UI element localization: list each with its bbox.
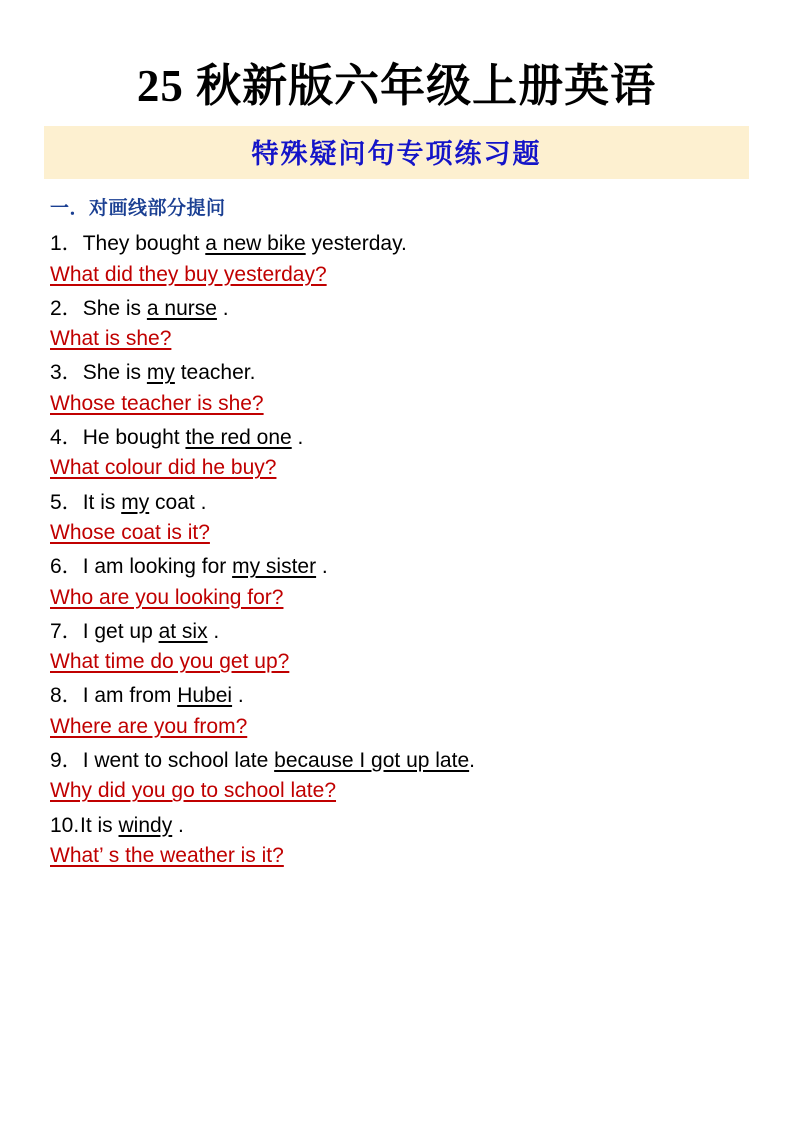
answer-line (50, 584, 749, 611)
question-line (50, 553, 749, 580)
answer-line (50, 390, 749, 417)
list-item (44, 812, 749, 870)
question-line (50, 812, 749, 839)
question-text-before: They bought (82, 232, 206, 256)
item-number: 10. (50, 813, 80, 837)
list-item (44, 489, 749, 547)
question-text-after: teacher. (174, 361, 256, 385)
question-text-before: I get up (82, 619, 159, 643)
question-text-before: She is (82, 361, 147, 385)
question-text-before: It is (80, 813, 119, 837)
question-line (50, 747, 749, 774)
question-text-after: . (207, 619, 220, 643)
question-underlined: a nurse (146, 296, 217, 320)
answer-text: What’ s the weather is it? (50, 843, 284, 867)
question-text-before: It is (82, 490, 122, 514)
list-item (44, 553, 749, 611)
list-item (44, 295, 749, 353)
list-item (44, 618, 749, 676)
answer-line (50, 325, 749, 352)
answer-text: What colour did he buy? (50, 456, 277, 480)
answer-line (50, 261, 749, 288)
question-underlined: my sister (232, 555, 317, 579)
answer-text: Where are you from? (50, 714, 248, 738)
item-number: 9． (50, 749, 83, 772)
list-item (44, 424, 749, 482)
question-text-after: coat . (149, 490, 207, 514)
question-underlined: my (146, 361, 175, 385)
question-text-before: I am looking for (82, 555, 233, 579)
question-line (50, 682, 749, 709)
question-underlined: windy (118, 813, 173, 837)
item-number: 5． (50, 490, 83, 514)
item-number: 4． (50, 426, 83, 450)
page-title: 25 秋新版六年级上册英语 (136, 61, 657, 111)
list-item (44, 359, 749, 417)
answer-text: Whose coat is it? (50, 520, 210, 544)
question-line (50, 424, 749, 451)
question-underlined: a new bike (205, 232, 306, 256)
question-underlined: at six (158, 619, 208, 643)
subtitle-band (44, 126, 749, 179)
question-text-after: . (291, 426, 304, 450)
question-text-after: . (216, 296, 229, 320)
question-line (50, 230, 749, 257)
answer-text: Whose teacher is she? (50, 391, 264, 415)
question-text-after: . (232, 684, 244, 708)
question-text-after: . (172, 813, 184, 837)
answer-line (50, 519, 749, 546)
question-text-before: I went to school late (82, 749, 275, 772)
question-line (50, 295, 749, 322)
answer-line (50, 648, 749, 675)
question-line (50, 489, 749, 516)
item-number: 6． (50, 555, 83, 579)
answer-line (50, 842, 749, 869)
item-number: 3． (50, 361, 83, 385)
question-line (50, 359, 749, 386)
question-underlined: the red one (185, 426, 292, 450)
item-number: 1． (50, 232, 83, 256)
item-number: 2． (50, 296, 83, 320)
question-text-after: yesterday. (305, 232, 407, 256)
answer-line (50, 713, 749, 740)
question-line (50, 618, 749, 645)
section-heading: 一．对画线部分提问 (50, 198, 226, 220)
answer-text: What time do you get up? (50, 650, 290, 674)
question-underlined: my (121, 490, 150, 514)
question-text-after: . (316, 555, 328, 579)
question-text-after: . (469, 749, 475, 772)
answer-text: What is she? (50, 327, 172, 351)
answer-text: What did they buy yesterday? (50, 262, 327, 286)
list-item (44, 230, 749, 288)
list-item (44, 682, 749, 740)
question-text-before: She is (82, 296, 147, 320)
list-item (44, 747, 749, 805)
answer-text: Why did you go to school late? (50, 779, 337, 803)
answer-line (50, 454, 749, 481)
question-text-before: I am from (82, 684, 178, 708)
question-underlined: Hubei (177, 684, 233, 708)
item-number: 8． (50, 684, 83, 708)
answer-text: Who are you looking for? (50, 585, 284, 609)
question-text-before: He bought (82, 426, 186, 450)
question-list (44, 230, 749, 869)
item-number: 7． (50, 619, 83, 643)
answer-line (50, 777, 749, 804)
page-subtitle: 特殊疑问句专项练习题 (251, 139, 542, 170)
question-underlined: because I got up late (274, 749, 470, 772)
